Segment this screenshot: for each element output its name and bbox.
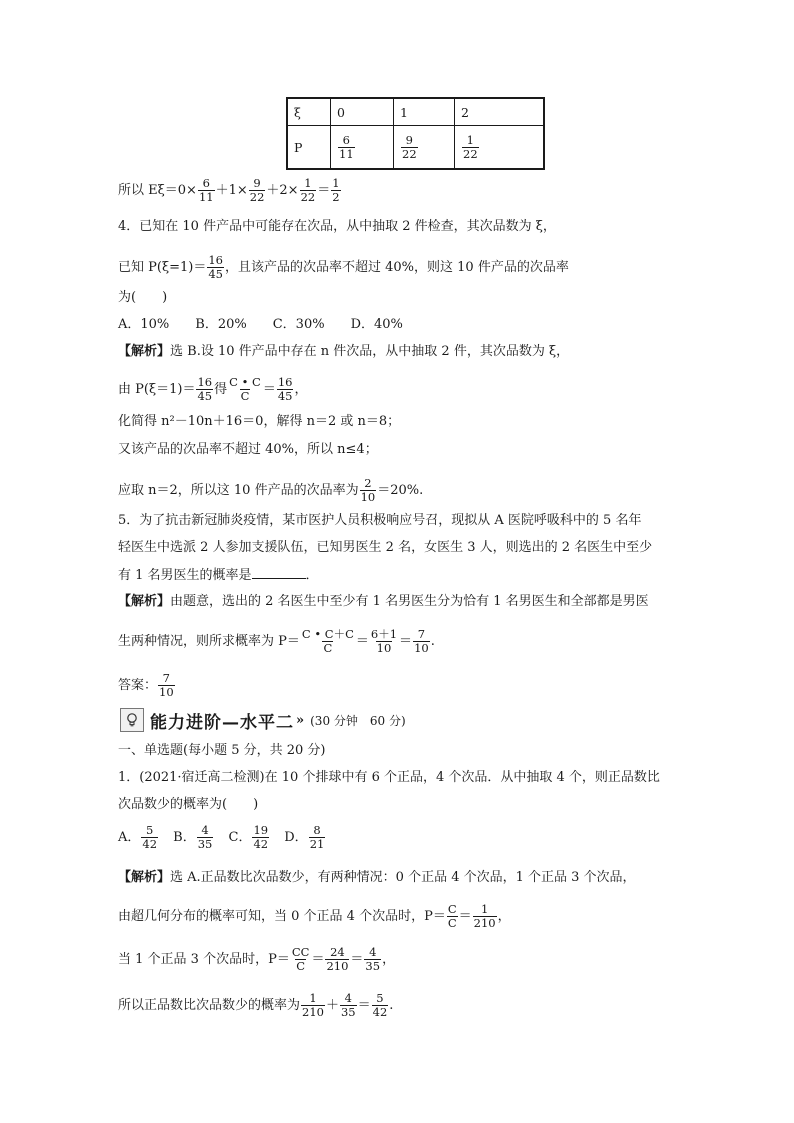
q4-line2: 已知 P(ξ=1)＝ $\frac{16}{45}$ ，且该产品的次品率不超过 40%，则这 10 件产品的次品率: [118, 253, 569, 281]
q4-analysis-4: 又该产品的次品率不超过 40%，所以 n≤4；: [118, 442, 378, 457]
q4-analysis-3: 化简得 n²－10n＋16＝0，解得 n＝2 或 n＝8；: [118, 414, 401, 429]
answer-blank: [252, 566, 306, 579]
q4-analysis-2: 由 P(ξ＝1)＝ $\frac{16}{45}$ 得 $\frac{C • C}{C}$ ＝ $\frac{16}{45}$ ，: [118, 375, 308, 403]
table-cell: 2: [455, 98, 545, 126]
q5-analysis-1: 【解析】由题意，选出的 2 名医生中至少有 1 名男医生分为恰有 1 名男医生和全部都是男医: [118, 594, 649, 609]
p1-analysis-3: 当 1 个正品 3 个次品时，P＝ $\frac{CC}{C}$ ＝ $\frac{24}{210}$ ＝ $\frac{4}{35}$ ，: [118, 945, 396, 973]
q4-analysis-1: 【解析】选 B.设 10 件产品中存在 n 件次品，从中抽取 2 件，其次品数为 ξ，: [118, 344, 570, 359]
section-title: 能力进阶—水平二: [150, 712, 294, 733]
q4-options: A．10% B．20% C．30% D．40%: [118, 317, 403, 332]
p1-q1-options: A． $\frac{5}{42}$ B． $\frac{4}{35}$ C． $\frac{19}{42}$ D． $\frac{8}{21}$: [118, 823, 325, 851]
p1-analysis-1: 【解析】选 A.正品数比次品数少，有两种情况：0 个正品 4 个次品，1 个正品 3 个次品，: [118, 870, 636, 885]
table-cell: $\frac{1}{22}$: [455, 126, 545, 170]
p1-q1-line2: 次品数少的概率为( ): [118, 797, 259, 812]
lightbulb-icon: [120, 708, 144, 732]
q5-line2: 轻医生中选派 2 人参加支援队伍，已知男医生 2 名，女医生 3 人，则选出的 2 名医生中至少: [118, 540, 653, 555]
q5-line1: 5．为了抗击新冠肺炎疫情，某市医护人员积极响应号召，现拟从 A 医院呼吸科中的 5 名年: [118, 513, 642, 528]
table-row: [287, 98, 544, 126]
expectation-line: 所以 Eξ＝0× $\frac{6}{11}$ ＋1× $\frac{9}{22}$ ＋2× $\frac{1}{22}$ ＝ $\frac{1}{2}$: [118, 176, 340, 204]
q4-analysis-5: 应取 n＝2，所以这 10 件产品的次品率为 $\frac{2}{10}$ ＝20%.: [118, 476, 424, 504]
p1-q1-line1: 1．(2021·宿迁高二检测)在 10 个排球中有 6 个正品，4 个次品．从中抽取 4 个，则正品数比: [118, 770, 660, 785]
section-header: [120, 708, 406, 732]
table-cell: $\frac{9}{22}$: [394, 126, 455, 170]
p1-analysis-2: 由超几何分布的概率可知，当 0 个正品 4 个次品时，P＝ $\frac{C}{C}$ ＝ $\frac{1}{210}$ ，: [118, 902, 511, 930]
q4-line3: 为( ): [118, 290, 168, 305]
q5-answer: 答案： $\frac{7}{10}$: [118, 671, 174, 699]
q5-line3: 有 1 名男医生的概率是 ．: [118, 568, 319, 583]
q4-line1: 4．已知在 10 件产品中可能存在次品，从中抽取 2 件检查，其次品数为 ξ，: [118, 219, 556, 234]
table-cell: ξ: [287, 98, 331, 126]
section-note: (30 分钟 60 分): [310, 713, 406, 728]
table-cell: 0: [331, 98, 394, 126]
distribution-table: [286, 97, 545, 170]
p1-analysis-4: 所以正品数比次品数少的概率为 $\frac{1}{210}$ ＋ $\frac{4}{35}$ ＝ $\frac{5}{42}$ .: [118, 991, 394, 1019]
table-cell: P: [287, 126, 331, 170]
table-row: [287, 126, 544, 170]
table-cell: 1: [394, 98, 455, 126]
table-cell: $\frac{6}{11}$: [331, 126, 394, 170]
chevron-icon: »: [296, 712, 305, 728]
q5-analysis-2: 生两种情况，则所求概率为 P＝ $\frac{C • C+C}{C}$ ＝ $\frac{6+1}{10}$ ＝ $\frac{7}{10}$ .: [118, 627, 435, 655]
part-heading: 一、单选题(每小题 5 分，共 20 分): [118, 743, 326, 758]
